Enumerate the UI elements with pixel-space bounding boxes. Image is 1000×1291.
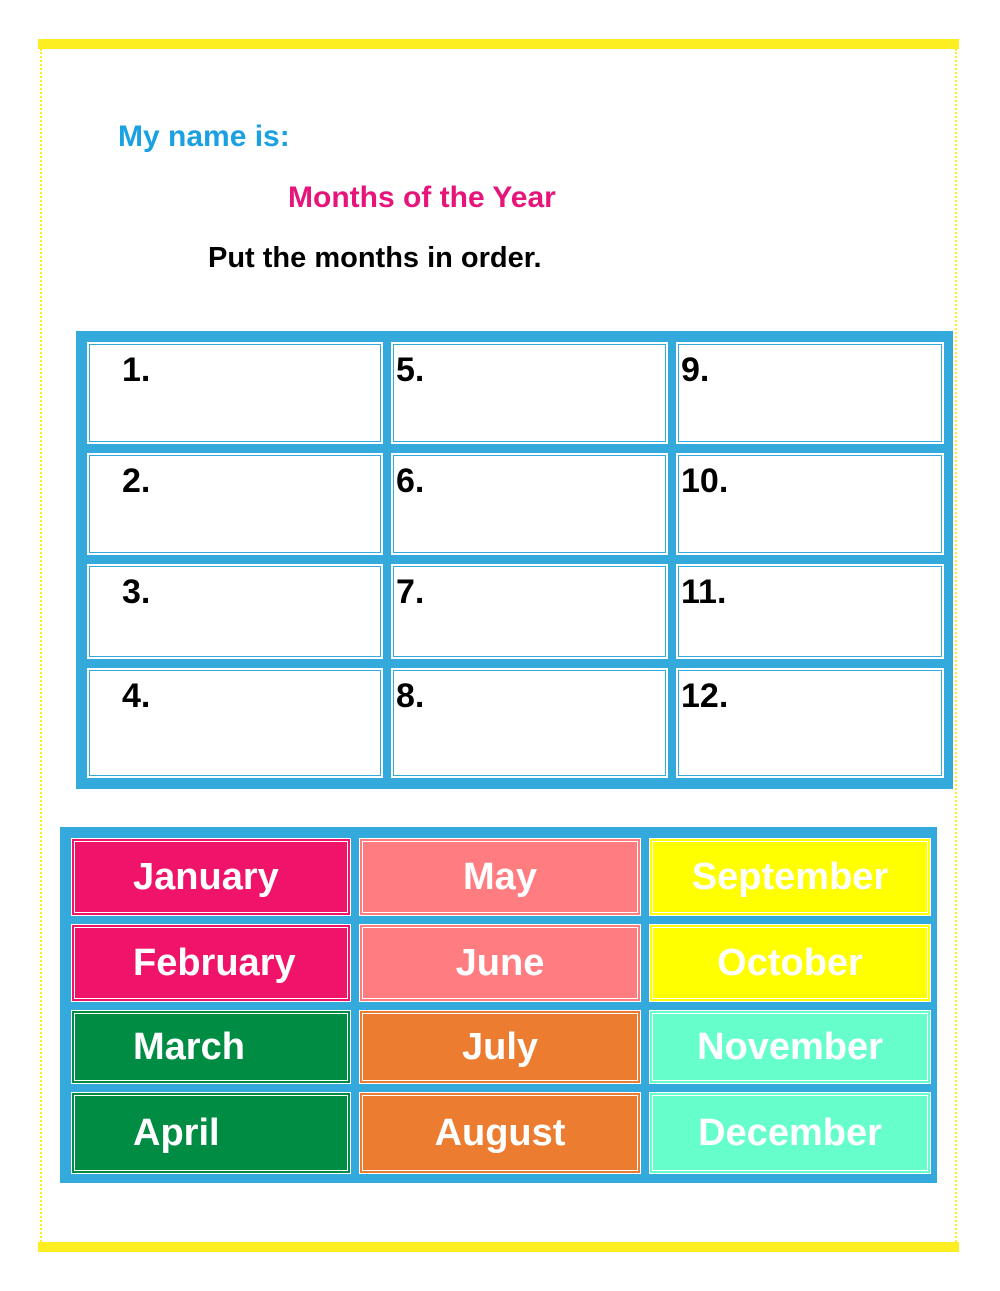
month-tile-november[interactable]: November	[649, 1010, 931, 1084]
answer-number: 5.	[396, 351, 425, 389]
answer-number: 10.	[681, 462, 729, 500]
month-tile-august[interactable]: August	[359, 1092, 641, 1174]
answer-slot[interactable]	[390, 341, 669, 445]
bottom-yellow-rule	[38, 1242, 959, 1252]
answer-slot[interactable]	[675, 452, 945, 556]
answer-number: 12.	[681, 677, 729, 715]
answer-number: 8.	[396, 677, 425, 715]
answer-number: 3.	[122, 573, 151, 611]
month-bank-grid	[71, 838, 926, 1172]
month-tile-january[interactable]: January	[71, 838, 351, 916]
top-yellow-rule	[38, 39, 959, 49]
answer-number: 7.	[396, 573, 425, 611]
answer-slot[interactable]	[86, 452, 384, 556]
month-tile-october[interactable]: October	[649, 924, 931, 1002]
month-tile-june[interactable]: June	[359, 924, 641, 1002]
worksheet-title: Months of the Year	[288, 181, 556, 214]
month-bank	[60, 827, 937, 1183]
answer-number: 4.	[122, 677, 151, 715]
answer-table	[76, 331, 953, 789]
month-tile-april[interactable]: April	[71, 1092, 351, 1174]
instruction-text: Put the months in order.	[208, 242, 542, 274]
answer-slot[interactable]	[390, 563, 669, 660]
month-tile-july[interactable]: July	[359, 1010, 641, 1084]
answer-slot[interactable]	[86, 341, 384, 445]
left-dotted-border	[40, 49, 42, 1242]
answer-slot[interactable]	[675, 667, 945, 779]
answer-slot[interactable]	[675, 341, 945, 445]
name-label: My name is:	[118, 120, 290, 153]
right-dotted-border	[955, 49, 957, 1242]
answer-number: 6.	[396, 462, 425, 500]
month-tile-february[interactable]: February	[71, 924, 351, 1002]
answer-grid	[86, 341, 943, 779]
answer-slot[interactable]	[390, 452, 669, 556]
month-tile-december[interactable]: December	[649, 1092, 931, 1174]
answer-number: 9.	[681, 351, 710, 389]
month-tile-may[interactable]: May	[359, 838, 641, 916]
answer-slot[interactable]	[86, 563, 384, 660]
answer-slot[interactable]	[675, 563, 945, 660]
answer-slot[interactable]	[86, 667, 384, 779]
answer-number: 11.	[681, 573, 727, 611]
answer-slot[interactable]	[390, 667, 669, 779]
month-tile-march[interactable]: March	[71, 1010, 351, 1084]
month-tile-september[interactable]: September	[649, 838, 931, 916]
answer-number: 2.	[122, 462, 151, 500]
answer-number: 1.	[122, 351, 151, 389]
